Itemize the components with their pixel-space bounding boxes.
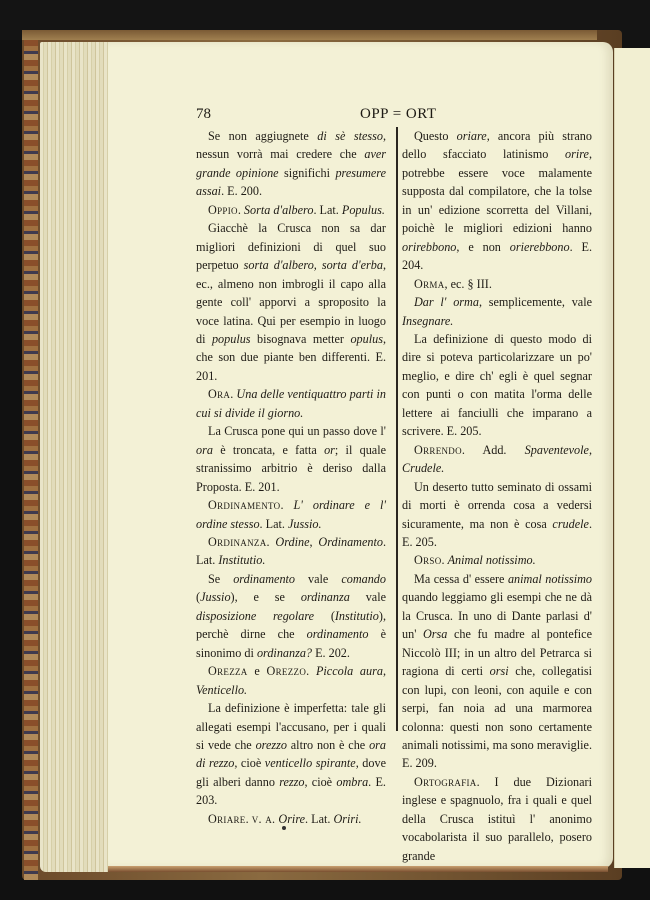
italic-run: ora di rezzo — [196, 737, 386, 771]
text-run: è troncata, e fatta — [212, 442, 325, 457]
paragraph — [402, 293, 592, 330]
italic-run: Orsa — [422, 627, 448, 642]
headword: Orezza — [208, 664, 248, 679]
italic-run: Venticello. — [196, 682, 248, 697]
italic-run: animal notissimo — [507, 571, 592, 586]
text-run: , che son due piante ben differenti. E. 201. — [196, 331, 387, 383]
text-run: . — [266, 534, 276, 549]
text-run: La definizione di questo modo di dire si poteva particolarizzare un po' meglio, e dire ch' egli è quel segnar con punti o con matita l'orma delle lettere ai fanciulli che imparano a scrivere. E. 205. — [402, 331, 592, 439]
text-run: . Lat. — [313, 202, 342, 217]
bottom-binding-edge — [108, 866, 608, 872]
marbled-binding — [24, 40, 38, 880]
paragraph — [196, 219, 386, 385]
italic-run: Crudele. — [402, 461, 445, 476]
left-column — [196, 127, 386, 828]
text-run: , — [309, 534, 319, 549]
running-head — [196, 106, 596, 126]
text-run: . E. 204. — [402, 239, 592, 273]
paragraph — [196, 662, 386, 699]
italic-run: rezzo — [279, 774, 305, 789]
italic-run: crudele — [552, 516, 589, 531]
header-title: OPP = ORT — [360, 106, 437, 122]
italic-run: Jussio — [200, 590, 231, 605]
headword: Orezzo — [266, 664, 307, 679]
italic-run: orire — [565, 147, 589, 162]
headword: Ordinanza — [208, 534, 267, 549]
italic-run: orezzo — [255, 737, 287, 752]
text-run: , ec., almeno non imbrogli il capo alla gente coll' apporvi a sproposito la voce latina. Qui per esempio in luogo di — [196, 258, 386, 346]
italic-run: Institutio. — [218, 553, 266, 568]
italic-run: disposizione regolare — [196, 608, 315, 623]
text-run: . E. 205. — [402, 516, 592, 549]
italic-run: Institutio — [334, 608, 379, 623]
paragraph — [402, 773, 592, 865]
page-edges — [40, 42, 110, 872]
italic-run: Una delle ventiquattro parti in cui si divide il giorno. — [196, 387, 386, 420]
facing-page-edge — [614, 48, 650, 868]
text-run: , ancora più strano dello sfacciato latinismo — [402, 129, 592, 162]
italic-run: Ordinamento — [318, 534, 383, 549]
text-run: ), e se — [230, 590, 301, 605]
text-run: Giacchè la Crusca non sa dar migliori definizioni di quel suo perpetuo — [196, 221, 386, 273]
headword: Orma — [414, 276, 445, 291]
text-run: , nessun vorrà mai credere che — [196, 129, 386, 162]
italic-run: Spaventevole — [524, 442, 589, 457]
italic-run: presumere assai — [196, 165, 386, 199]
italic-run: aver grande opinione — [196, 147, 386, 180]
paragraph — [196, 810, 386, 828]
text-run: . E. 203. — [196, 774, 386, 808]
paragraph — [196, 699, 386, 810]
text-run: . Lat. — [305, 811, 334, 826]
text-run: , e non — [456, 239, 510, 254]
italic-run: oriare — [456, 129, 487, 143]
paragraph — [196, 533, 386, 570]
text-run: , cioè — [304, 774, 337, 789]
paragraph — [402, 570, 592, 773]
text-run: ( — [196, 590, 201, 605]
italic-run: Animal notissimo. — [447, 553, 536, 568]
headword: Orrendo — [414, 442, 462, 457]
text-run: quando leggiamo gli esempi che ne dà la Crusca. In uno di Dante parlasi d' un' — [402, 590, 592, 642]
text-run: , semplicemente, vale — [478, 295, 592, 310]
italic-run: venticello spirante — [264, 756, 356, 771]
italic-run: opulus — [350, 331, 383, 346]
text-run: Se — [208, 571, 234, 586]
headword: Oriare — [208, 811, 246, 826]
text-run: che fu madre al pontefice Niccolò III; in un altro del Petrarca si ragiona di certi — [402, 627, 592, 679]
text-run: . — [245, 811, 252, 826]
italic-run: Piccola aura — [315, 664, 383, 679]
paragraph — [196, 422, 386, 496]
paragraph — [402, 478, 592, 552]
italic-run: di sè stesso — [317, 129, 383, 143]
text-run: Questo — [414, 129, 457, 143]
headword: Ora — [208, 387, 231, 402]
italic-run: ordinanza — [300, 590, 350, 605]
text-run: Se non aggiugnete — [208, 129, 318, 143]
ink-speck — [282, 826, 286, 830]
text-run: . Lat. — [259, 516, 288, 531]
paragraph — [402, 441, 592, 478]
text-run: . — [441, 553, 448, 568]
italic-run: Insegnare. — [402, 313, 454, 328]
paragraph — [402, 330, 592, 441]
text-run: che, collegatisi con lupi, con leoni, con aquile e con serpi, fan noia ad una marmorea colonna: questi non sono certamente animali notissimi, ma sono meraviglie. E. 209. — [402, 664, 592, 771]
text-run: . — [306, 664, 316, 679]
italic-run: ordinamento — [233, 571, 296, 586]
text-run: ), perchè dirne che — [196, 608, 386, 642]
italic-run: ombra — [336, 774, 369, 789]
text-run: La definizione è imperfetta: tale gli allegati esempi l'accusano, per i quali si vede che — [196, 701, 386, 752]
italic-run: orierebbono — [509, 239, 570, 254]
text-run: . I due Dizionari inglese e spagnuolo, fra i quali e quel della Crusca istituì l' anonimo vocabolarista il suo parallelo, posero grande — [402, 774, 592, 863]
italic-run: Oriri. — [333, 811, 362, 826]
italic-run: ordinanza? — [256, 645, 313, 660]
page-number: 78 — [196, 106, 211, 122]
headword: v. a. — [251, 811, 276, 826]
text-run: , — [588, 442, 592, 457]
italic-run: or — [324, 442, 335, 457]
italic-run: Orire — [278, 811, 306, 826]
paragraph — [196, 570, 386, 662]
text-run: bisognava metter — [250, 331, 351, 346]
italic-run: orirebbono — [402, 239, 457, 254]
headword: Ortografia — [414, 774, 477, 789]
text-run: Un deserto tutto seminato di ossami di morti è orrenda cosa a vedersi sicuramente, ma non è cosa — [402, 479, 592, 531]
text-run: significhi — [278, 165, 336, 180]
italic-run: ordinamento — [306, 627, 369, 642]
italic-run: Sorta d'albero — [243, 202, 314, 217]
paragraph — [196, 127, 386, 201]
italic-run: L' ordinare e l' ordine stesso — [196, 498, 386, 531]
text-run: vale — [295, 571, 342, 586]
text-run: , potrebbe essere voce malamente supposta dal compilatore, che la tolse in un' edizione scorretta del Villani, poichè le migliori edizioni hanno — [402, 147, 592, 236]
paragraph — [196, 496, 386, 533]
paragraph — [196, 385, 386, 422]
paragraph — [196, 201, 386, 219]
text-run: ( — [314, 608, 335, 623]
text-run: La Crusca pone qui un passo dove l' — [208, 424, 386, 439]
text-run: , — [382, 664, 387, 679]
italic-run: Populus. — [341, 202, 385, 217]
text-run: è sinonimo di — [196, 627, 386, 660]
headword: Orso — [414, 553, 442, 568]
headword: Ordinamento — [208, 498, 281, 513]
text-run: ; il quale stranissimo arbitrio è deriso dalla Proposta. E. 201. — [196, 442, 386, 494]
italic-run: Ordine — [275, 534, 310, 549]
text-run: . E. 200. — [221, 184, 263, 199]
text-run: Ma cessa d' essere — [414, 571, 508, 586]
text-run: . — [237, 202, 244, 217]
italic-run: orsi — [489, 664, 509, 679]
text-run: . Add. — [461, 442, 525, 457]
text-run: , ec. § III. — [444, 276, 492, 291]
column-divider — [396, 127, 398, 731]
italic-run: Dar l' orma — [414, 295, 479, 310]
text-run: , dove gli alberi danno — [196, 756, 386, 789]
paragraph — [402, 127, 592, 275]
text-run: . — [230, 387, 237, 402]
text-run: . Lat. — [196, 534, 387, 568]
paragraph — [402, 275, 592, 293]
text-run: altro non è che — [286, 737, 370, 752]
italic-run: sorta d'albero, sorta d'erba — [243, 258, 383, 273]
italic-run: Jussio. — [287, 516, 322, 531]
right-column — [402, 127, 592, 865]
text-run: e — [247, 664, 267, 679]
headword: Oppio — [208, 202, 238, 217]
text-run: , cioè — [234, 756, 265, 771]
paragraph — [402, 551, 592, 569]
italic-run: comando — [341, 571, 386, 586]
text-run: . — [280, 498, 294, 513]
italic-run: populus — [211, 331, 251, 346]
text-run: E. 202. — [312, 645, 350, 660]
cover-top-edge — [22, 30, 597, 40]
italic-run: ora — [196, 442, 213, 457]
text-run: vale — [349, 590, 386, 605]
